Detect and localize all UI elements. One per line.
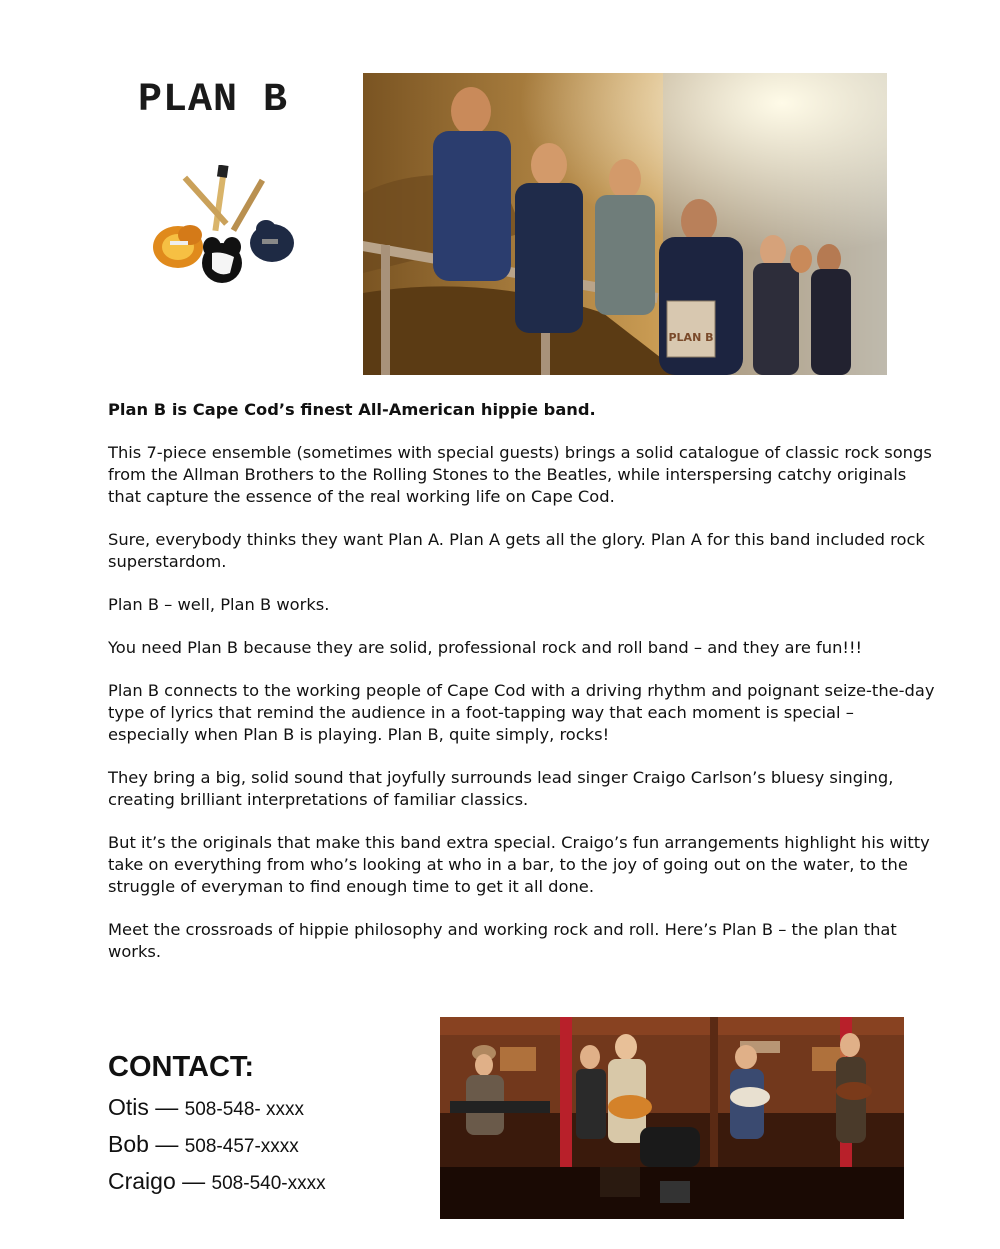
contact-entry [108,1090,326,1127]
contact-dash: — [155,1094,179,1120]
paragraph: They bring a big, solid sound that joyfully surrounds lead singer Craigo Carlson’s bluesy singing, creating brilliant interpretations of familiar classics. [108,768,894,809]
contact-entry [108,1164,326,1201]
photo-sign-text: PLAN B [668,331,714,344]
paragraph: Plan B connects to the working people of Cape Cod with a driving rhythm and poignant seize-the-day type of lyrics that remind the audience in a foot-tapping way that each moment is special – especially when Plan B is playing. Plan B, quite simply, rocks! [108,681,935,744]
article-body [108,399,938,984]
paragraph: Plan B – well, Plan B works. [108,595,330,614]
contact-name: Craigo [108,1168,176,1194]
contact-phone: 508-540-xxxx [211,1173,326,1194]
contact-dash: — [155,1131,179,1157]
contact-entry [108,1127,326,1164]
paragraph: This 7-piece ensemble (sometimes with special guests) brings a solid catalogue of classic rock songs from the Allman Brothers to the Rolling Stones to the Beatles, while interspersing catchy originals that capture the essence of the real working life on Cape Cod. [108,443,932,506]
page-title: PLAN B [138,78,289,123]
contact-name: Bob [108,1131,149,1157]
contact-dash: — [182,1168,206,1194]
paragraph: Meet the crossroads of hippie philosophy and working rock and roll. Here’s Plan B – the plan that works. [108,920,897,961]
paragraph: Sure, everybody thinks they want Plan A. Plan A gets all the glory. Plan A for this band included rock superstardom. [108,530,925,571]
band-outdoor-photo [363,73,887,375]
lead-paragraph: Plan B is Cape Cod’s finest All-American hippie band. [108,400,596,419]
contact-heading: CONTACT: [108,1051,255,1083]
contact-phone: 508-457-xxxx [184,1136,299,1157]
contact-section [108,1051,326,1201]
paragraph: But it’s the originals that make this band extra special. Craigo’s fun arrangements highlight his witty take on everything from who’s looking at who in a bar, to the joy of going out on the water, to the struggle of everyman to find enough time to get it all done. [108,833,930,896]
contact-phone: 508-548- xxxx [184,1099,305,1120]
paragraph: You need Plan B because they are solid, professional rock and roll band – and they are fun!!! [108,638,862,657]
guitars-logo [150,165,298,285]
band-performing-photo [440,1017,904,1219]
contact-name: Otis [108,1094,149,1120]
